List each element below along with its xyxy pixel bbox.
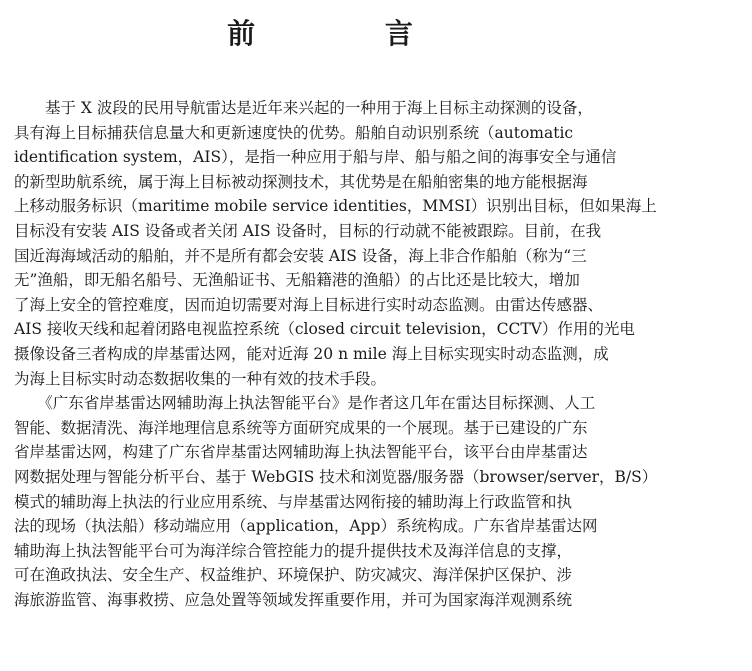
text-line: AIS 接收天线和起着闭路电视监控系统（closed circuit television，CCTV）作用的光电 [14, 320, 635, 339]
text-line: 上移动服务标识（maritime mobile service identities，MMSI）识别出目标，但如果海上 [14, 197, 657, 216]
text-line: 海旅游监管、海事救捞、应急处置等领域发挥重要作用，并可为国家海洋观测系统 [14, 590, 573, 609]
text-line: 无”渔船，即无船名船号、无渔船证书、无船籍港的渔船）的占比还是比较大，增加 [14, 271, 580, 290]
page-title: 前 言 [227, 17, 473, 50]
text-line: 辅助海上执法智能平台可为海洋综合管控能力的提升提供技术及海洋信息的支撑， [14, 541, 573, 560]
text-line: 模式的辅助海上执法的行业应用系统、与岸基雷达网衔接的辅助海上行政监管和执 [14, 492, 573, 511]
text-line: 国近海海域活动的船舶，并不是所有都会安装 AIS 设备，海上非合作船舶（称为“三 [14, 246, 587, 265]
text-line: 《广东省岸基雷达网辅助海上执法智能平台》是作者这几年在雷达目标探测、人工 [14, 394, 596, 413]
text-line: 基于 X 波段的民用导航雷达是近年来兴起的一种用于海上目标主动探测的设备， [14, 99, 593, 117]
text-line: 了海上安全的管控难度，因而迫切需要对海上目标进行实时动态监测。由雷达传感器、 [14, 295, 604, 314]
text-line: 可在渔政执法、安全生产、权益维护、环境保护、防灾减灾、海洋保护区保护、涉 [14, 566, 573, 585]
text-line: 网数据处理与智能分析平台、基于 WebGIS 技术和浏览器/服务器（browser/server，B/S） [14, 467, 658, 486]
text-line: 省岸基雷达网，构建了广东省岸基雷达网辅助海上执法智能平台，该平台由岸基雷达 [14, 443, 588, 462]
body-text [14, 96, 682, 612]
text-line: identification system，AIS），是指一种应用于船与岸、船与船之间的海事安全与通信 [14, 148, 617, 167]
text-line: 法的现场（执法船）移动端应用（application，App）系统构成。广东省岸基雷达网 [14, 517, 598, 536]
text-line: 智能、数据清洗、海洋地理信息系统等方面研究成果的一个展现。基于已建设的广东 [14, 418, 588, 437]
text-line: 摄像设备三者构成的岸基雷达网，能对近海 20 n mile 海上目标实现实时动态监测，成 [14, 344, 609, 363]
text-line: 具有海上目标捕获信息量大和更新速度快的优势。船舶自动识别系统（automatic [14, 123, 574, 142]
text-line: 为海上目标实时动态数据收集的一种有效的技术手段。 [14, 369, 387, 388]
text-line: 目标没有安装 AIS 设备或者关闭 AIS 设备时，目标的行动就不能被跟踪。目前，在我 [14, 221, 602, 240]
text-line: 的新型助航系统，属于海上目标被动探测技术，其优势是在船舶密集的地方能根据海 [14, 172, 588, 191]
